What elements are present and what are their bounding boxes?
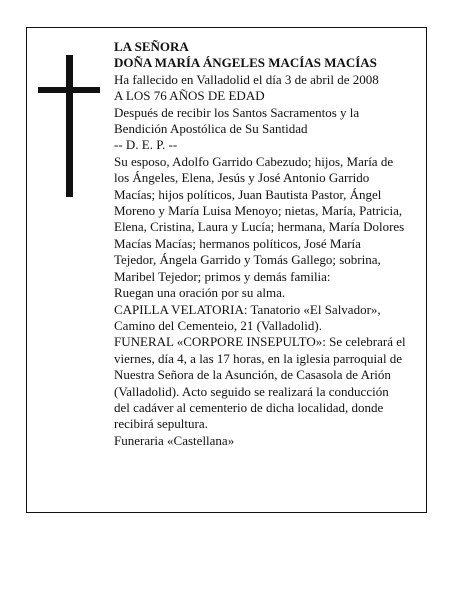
rip-line: -- D. E. P. -- (114, 137, 178, 153)
sacraments-statement: Bendición Apostólica de Su Santidad (114, 121, 308, 137)
notice-title: LA SEÑORA (114, 39, 189, 54)
sacraments-statement: Después de recibir los Santos Sacramentos y la (114, 104, 360, 120)
prayer-line: Ruegan una oración por su alma. (114, 285, 286, 301)
family-paragraph: Moreno y María Luisa Menoyo; nietas, María, Patricia, (114, 203, 403, 219)
family-paragraph: Macías; hijos políticos, Juan Bautista Pastor, Ángel (114, 186, 382, 202)
funeral-details: del cadáver al cementerio de dicha localidad, donde (114, 399, 384, 415)
funeral-details: FUNERAL «CORPORE INSEPULTO»: Se celebrará el (114, 334, 406, 350)
family-paragraph: Su esposo, Adolfo Garrido Cabezudo; hijos, María de (114, 153, 394, 169)
funeral-details: (Valladolid). Acto seguido se realizará la conducción (114, 383, 389, 399)
death-statement: Ha fallecido en Valladolid el día 3 de abril de 2008 (114, 71, 379, 87)
deceased-name: DOÑA MARÍA ÁNGELES MACÍAS MACÍAS (114, 55, 377, 71)
family-paragraph: Tejedor, Ángela Garrido y Tomás Gallego; sobrina, (114, 252, 381, 268)
funeral-details: Nuestra Señora de la Asunción, de Casasola de Arión (114, 367, 391, 383)
wake-location: CAPILLA VELATORIA: Tanatorio «El Salvador», (114, 301, 381, 317)
family-paragraph: Maribel Tejedor; primos y demás familia: (114, 268, 331, 284)
wake-location: Camino del Cementeio, 21 (Valladolid). (114, 317, 322, 333)
cross-icon (38, 55, 100, 197)
family-paragraph: Macías Macías; hermanos políticos, José María (114, 235, 361, 251)
cross-horizontal-bar (38, 87, 100, 93)
family-paragraph: Elena, Cristina, Laura y Lucía; hermana, María Dolores (114, 219, 405, 235)
funeral-details: recibirá sepultura. (114, 416, 208, 432)
age-statement: A LOS 76 AÑOS DE EDAD (114, 88, 265, 104)
funeral-home: Funeraria «Castellana» (114, 432, 235, 448)
family-paragraph: los Ángeles, Elena, Jesús y José Antonio Garrido (114, 170, 370, 186)
obituary-text (114, 39, 426, 449)
funeral-details: viernes, día 4, a las 17 horas, en la iglesia parroquial de (114, 350, 403, 366)
cross-vertical-bar (66, 55, 73, 197)
